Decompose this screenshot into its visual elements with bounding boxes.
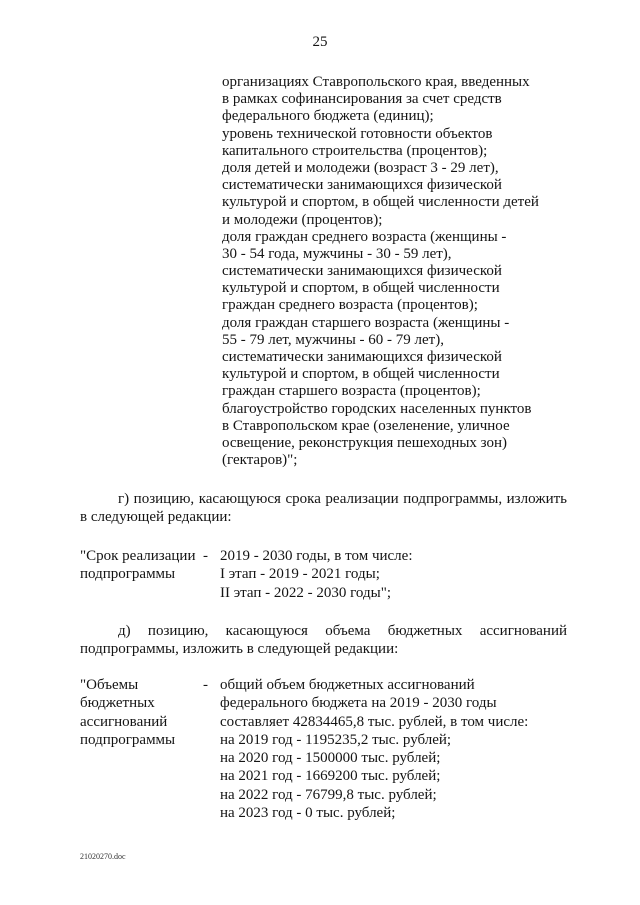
value-line: на 2020 год - 1500000 тыс. рублей; xyxy=(220,750,441,767)
file-name-footer: 21020270.doc xyxy=(80,852,126,861)
value-line: II этап - 2022 - 2030 годы"; xyxy=(220,584,391,601)
paragraph-line: г) позицию, касающуюся срока реализации подпрограммы, изложить xyxy=(118,491,567,507)
dash-separator: - xyxy=(203,548,208,564)
value-line: I этап - 2019 - 2021 годы; xyxy=(220,566,380,583)
paragraph-g xyxy=(80,490,567,526)
text-line: освещение, реконструкция пешеходных зон) xyxy=(222,434,508,451)
paragraph-line: в следующей редакции: xyxy=(80,509,232,525)
text-line: систематически занимающихся физической xyxy=(222,263,502,280)
text-line: федерального бюджета (единиц); xyxy=(222,108,434,125)
value-line: составляет 42834465,8 тыс. рублей, в том числе: xyxy=(220,713,529,730)
text-line: в рамках софинансирования за счет средств xyxy=(222,91,502,108)
label-line: "Объемы xyxy=(80,677,139,693)
text-line: организациях Ставропольского края, введенных xyxy=(222,74,530,90)
value-line: федерального бюджета на 2019 - 2030 годы xyxy=(220,695,497,712)
value-line: на 2021 год - 1669200 тыс. рублей; xyxy=(220,768,441,785)
budget-label xyxy=(80,676,210,749)
text-line: (гектаров)"; xyxy=(222,452,298,469)
text-line: 30 - 54 года, мужчины - 30 - 59 лет), xyxy=(222,245,452,262)
value-line: на 2019 год - 1195235,2 тыс. рублей; xyxy=(220,731,452,748)
budget-value xyxy=(220,676,580,822)
text-line: доля граждан старшего возраста (женщины - xyxy=(222,314,510,331)
text-line: уровень технической готовности объектов xyxy=(222,125,493,142)
value-line: на 2022 год - 76799,8 тыс. рублей; xyxy=(220,786,437,803)
dash-separator: - xyxy=(203,677,208,693)
text-line: и молодежи (процентов); xyxy=(222,211,383,228)
value-line: общий объем бюджетных ассигнований xyxy=(220,677,475,693)
text-line: благоустройство городских населенных пунктов xyxy=(222,400,532,417)
text-line: доля детей и молодежи (возраст 3 - 29 лет), xyxy=(222,159,499,176)
value-line: на 2023 год - 0 тыс. рублей; xyxy=(220,805,396,822)
text-line: 55 - 79 лет, мужчины - 60 - 79 лет), xyxy=(222,331,444,348)
label-line: "Срок реализации xyxy=(80,548,196,564)
label-line: подпрограммы xyxy=(80,731,176,748)
label-line: ассигнований xyxy=(80,713,168,730)
text-line: культурой и спортом, в общей численности детей xyxy=(222,194,539,211)
label-line: подпрограммы xyxy=(80,566,176,583)
term-value xyxy=(220,547,580,602)
text-line: капитального строительства (процентов); xyxy=(222,142,488,159)
label-line: бюджетных xyxy=(80,695,155,712)
text-line: в Ставропольском крае (озеленение, уличное xyxy=(222,417,510,434)
paragraph-d xyxy=(80,622,567,658)
text-line: граждан среднего возраста (процентов); xyxy=(222,297,478,314)
paragraph-line: подпрограммы, изложить в следующей редакции: xyxy=(80,641,399,657)
text-line: культурой и спортом, в общей численности xyxy=(222,280,500,297)
text-line: систематически занимающихся физической xyxy=(222,177,502,194)
text-line: культурой и спортом, в общей численности xyxy=(222,366,500,383)
page-number: 25 xyxy=(312,34,328,50)
term-label xyxy=(80,547,210,584)
indicator-list-continuation xyxy=(222,74,582,469)
text-line: граждан старшего возраста (процентов); xyxy=(222,383,481,400)
value-line: 2019 - 2030 годы, в том числе: xyxy=(220,548,413,564)
paragraph-line: д) позицию, касающуюся объема бюджетных ассигнований xyxy=(118,623,567,639)
text-line: систематически занимающихся физической xyxy=(222,349,502,365)
text-line: доля граждан среднего возраста (женщины - xyxy=(222,228,507,245)
